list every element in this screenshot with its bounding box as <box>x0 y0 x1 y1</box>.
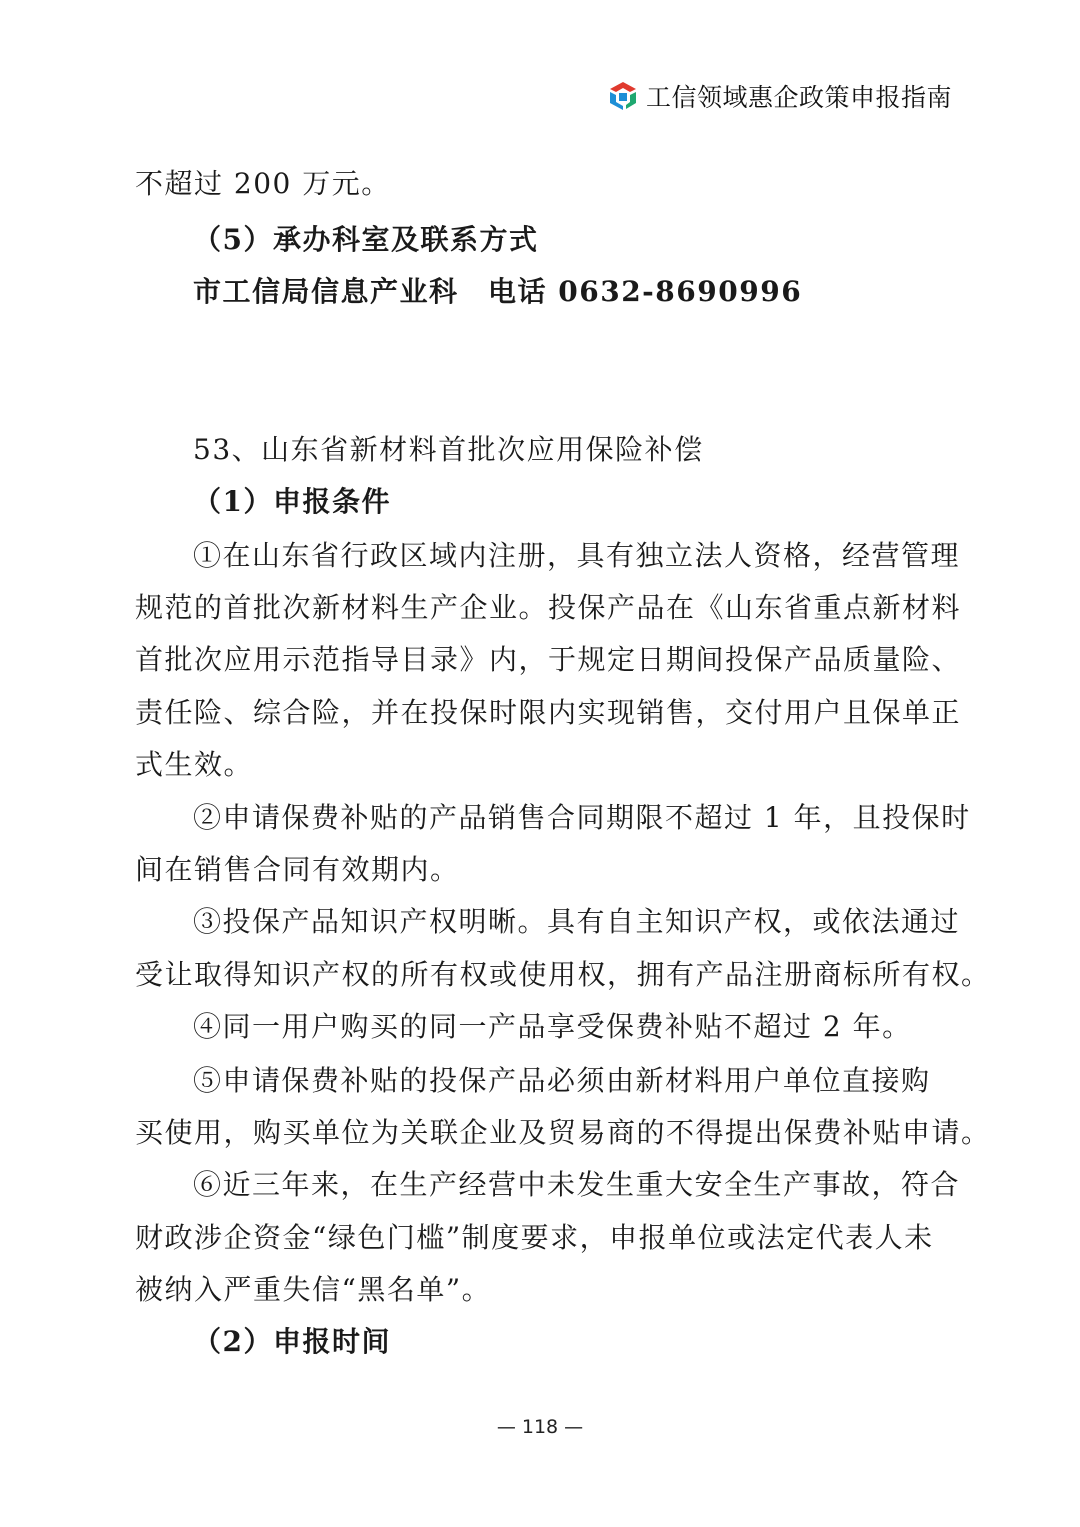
paragraph-line: 不超过 200 万元。 <box>135 167 391 200</box>
page-number: — 118 — <box>496 1416 584 1438</box>
paragraph-line: 受让取得知识产权的所有权或使用权，拥有产品注册商标所有权。 <box>135 958 991 991</box>
page-header <box>606 76 952 116</box>
paragraph-line: 财政涉企资金“绿色门槛”制度要求，申报单位或法定代表人未 <box>135 1221 934 1254</box>
header-title: 工信领域惠企政策申报指南 <box>646 83 953 112</box>
paragraph-line: ②申请保费补贴的产品销售合同期限不超过 1 年，且投保时 <box>193 801 971 834</box>
section-heading: （5）承办科室及联系方式 <box>193 223 539 256</box>
paragraph-line: ⑤申请保费补贴的投保产品必须由新材料用户单位直接购 <box>193 1064 931 1097</box>
paragraph-line: 式生效。 <box>135 748 254 781</box>
paragraph-line: 被纳入严重失信“黑名单”。 <box>135 1273 492 1306</box>
paragraph-line: ③投保产品知识产权明晰。具有自主知识产权，或依法通过 <box>193 905 961 938</box>
item-title: 53、山东省新材料首批次应用保险补偿 <box>193 433 704 466</box>
section-heading: （1）申报条件 <box>193 485 391 518</box>
paragraph-line: 间在销售合同有效期内。 <box>135 853 460 886</box>
section-heading: （2）申报时间 <box>193 1325 391 1358</box>
paragraph-line: 责任险、综合险，并在投保时限内实现销售，交付用户且保单正 <box>135 696 962 729</box>
paragraph-line: ④同一用户购买的同一产品享受保费补贴不超过 2 年。 <box>193 1010 912 1043</box>
logo-icon <box>606 79 640 113</box>
paragraph-line: 规范的首批次新材料生产企业。投保产品在《山东省重点新材料 <box>135 591 962 624</box>
paragraph-line: 首批次应用示范指导目录》内，于规定日期间投保产品质量险、 <box>135 643 962 676</box>
paragraph-line: 买使用，购买单位为关联企业及贸易商的不得提出保费补贴申请。 <box>135 1116 991 1149</box>
paragraph-line: ①在山东省行政区域内注册，具有独立法人资格，经营管理 <box>193 539 961 572</box>
contact-line: 市工信局信息产业科 电话 0632-8690996 <box>193 275 803 308</box>
paragraph-line: ⑥近三年来，在生产经营中未发生重大安全生产事故，符合 <box>193 1168 961 1201</box>
